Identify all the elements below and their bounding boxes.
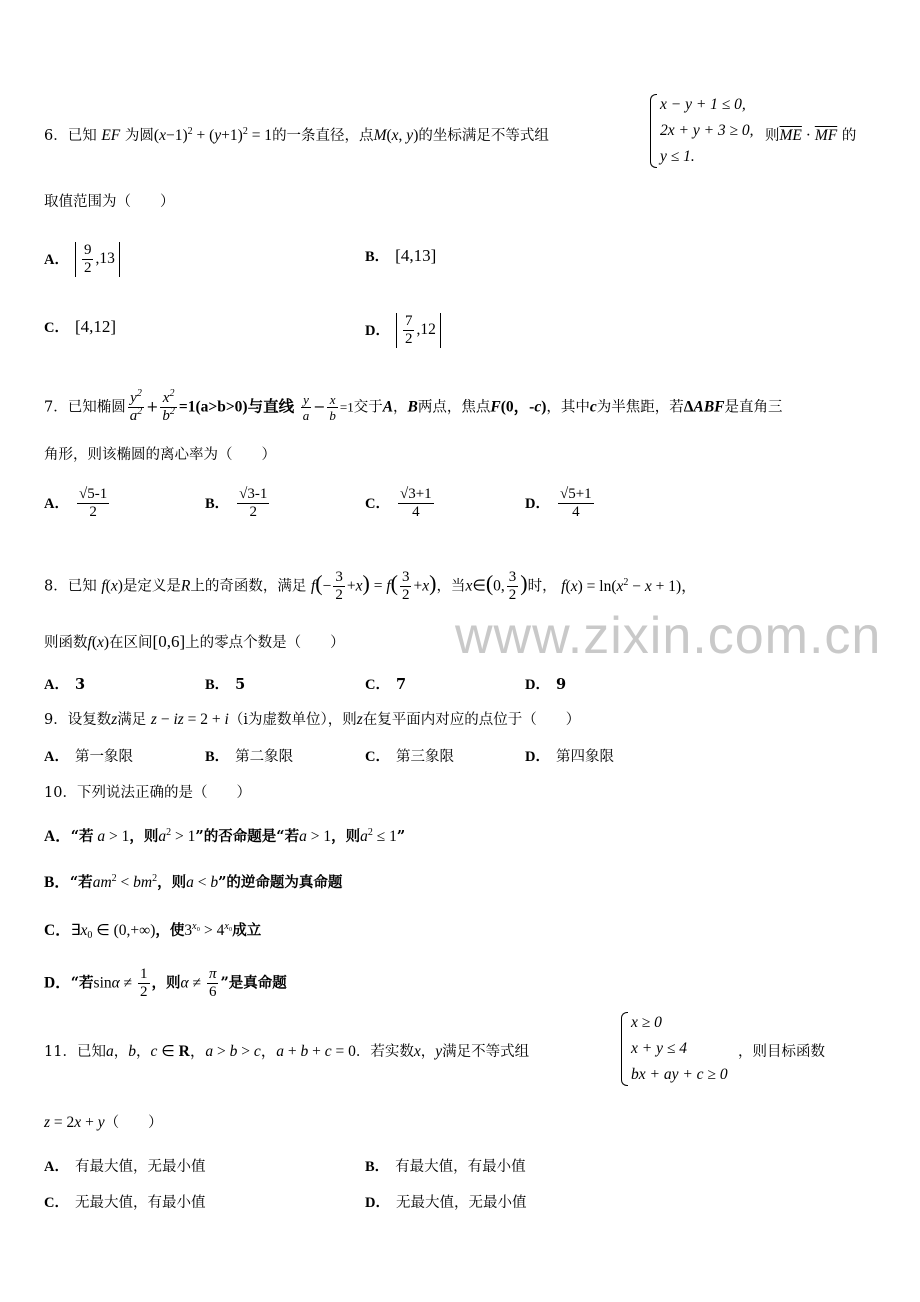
q7-text-7: 是直角三 (724, 399, 783, 416)
q11-stem-tail: ，则目标函数 (738, 1044, 825, 1060)
q7-text-3: 交于 (353, 399, 383, 416)
q11-inequality-system: x ≥ 0 x + y ≤ 4 bx + ay + c ≥ 0 (619, 1010, 728, 1088)
q8-text-5: 时， (527, 578, 557, 595)
q9-option-b[interactable]: B． 第二象限 (205, 749, 294, 765)
q11-option-d[interactable]: D． 无最大值，无最小值 (365, 1195, 527, 1211)
q8-stem-line-2: 则函数f(x)在区间[0,6]上的零点个数是（ ） (44, 632, 345, 651)
q9-text-1: 设复数 (67, 712, 112, 728)
q6-text-6: 的 (841, 128, 857, 144)
q7-text-6: 为半焦距，若 (596, 399, 684, 416)
q7-number: 7． (44, 399, 68, 416)
q7-option-b[interactable]: B． $\frac{√3-1}{2}$ (205, 486, 268, 520)
q6-text-1: 已知 (67, 128, 97, 144)
q9-text-4: 在复平面内对应的点位于（ ） (362, 712, 581, 728)
q6-text-4: 的坐标满足不等式组 (418, 128, 549, 144)
q8-option-b[interactable]: B． 5 (205, 676, 246, 693)
q9-number: 9． (44, 712, 68, 728)
question-8-stem: 8．已知 f(x)是定义是R上的奇函数，满足 f(− $\frac{3}{2}$ +x) = f( $\frac{3}{2}$ +x)，当x∈(0, $\frac{3}{2}$ )时， $f(x) = \ln(x^2 - x + 1)$， (44, 569, 697, 603)
q6-text-2: 为圆 (124, 128, 154, 144)
q6-option-b[interactable]: B． [4,13] (365, 246, 437, 265)
q8-option-d[interactable]: D． 9 (525, 676, 567, 693)
q10-text: 下列说法正确的是（ ） (76, 785, 251, 801)
question-9-stem: 9．设复数z满足 z − iz = 2 + i（i为虚数单位），则z在复平面内对应的点位于（ ） (44, 711, 581, 728)
q6-text-5: 则 (765, 128, 780, 144)
q8-text-8: 上的零点个数是（ ） (185, 635, 345, 651)
q11-option-a[interactable]: A． 有最大值，无最小值 (44, 1159, 206, 1175)
question-11-stem: 11．已知a，b，c ∈ R，a > b > c，a + b + c = 0．若实数x，y满足不等式组 (44, 1043, 530, 1060)
q10-option-d[interactable]: D．“若sinα ≠ $\frac{1}{2}$ ，则α ≠ $\frac{\pi}{6}$ ”是真命题 (44, 966, 287, 1000)
q7-option-a[interactable]: A． $\frac{√5-1}{2}$ (44, 486, 108, 520)
q9-text-2: 满足 (117, 712, 147, 728)
q7-text-4: 两点，焦点 (417, 399, 491, 416)
question-10-stem (44, 782, 890, 804)
q8-text-4: ，当 (436, 578, 466, 595)
q6-inequality-system: x − y + 1 ≤ 0, 2x + y + 3 ≥ 0, y ≤ 1. (648, 92, 754, 170)
q8-text-2: 是定义是 (122, 578, 181, 595)
q6-stem-line-2: 取值范围为（ ） (44, 194, 175, 210)
q10-option-a[interactable]: A．“若 a > 1，则$a^2 > 1$”的否命题是“若a > 1，则$a^2 \le 1$” (44, 827, 406, 845)
q6-text-3: 的一条直径，点 (272, 128, 374, 144)
q6-option-c[interactable]: C． [4,12] (44, 317, 117, 336)
q8-text-7: 在区间 (109, 635, 153, 651)
q11-text-1: 已知 (76, 1044, 106, 1060)
q10-option-b[interactable]: B．“若$am^2 < bm^2$，则a < b”的逆命题为真命题 (44, 873, 343, 891)
q9-text-3: （i为虚数单位），则 (228, 712, 357, 728)
q10-option-c[interactable]: C．$\exists x_0$ ∈ (0,+∞)，使$3^{x_0} > 4^{x_0}$成立 (44, 921, 262, 941)
q8-number: 8． (44, 578, 68, 595)
q7-text-5: ，其中 (546, 399, 590, 416)
q8-text-3: 上的奇函数，满足 (190, 578, 307, 595)
q10-number: 10． (44, 785, 77, 801)
q7-option-c[interactable]: C． $\frac{√3+1}{4}$ (365, 486, 432, 520)
q6-option-a[interactable]: A． $\frac{9}{2}$ ,13 (44, 242, 120, 277)
q6-number: 6． (44, 128, 68, 144)
question-7-stem: 7．已知椭圆 $\frac{y^2}{a^2}$ + $\frac{x^2}{b^2}$ =1(a>b>0)与直线 $\frac{y}{a}$ − $\frac{x}{b}$ =1交于A，B两点，焦点F(0，-c)，其中c为半焦距，若ΔABF是直角三 (44, 388, 783, 424)
q8-text-6: 则函数 (44, 635, 88, 651)
q9-option-a[interactable]: A． 第一象限 (44, 749, 133, 765)
q11-option-b[interactable]: B． 有最大值，有最小值 (365, 1159, 526, 1175)
q9-option-d[interactable]: D． 第四象限 (525, 749, 614, 765)
question-6-stem: 6．已知 EF 为圆$(x-1)^2 + (y+1)^2 = 1$的一条直径，点M(x, y)的坐标满足不等式组 (44, 126, 549, 144)
q7-text-2: =1(a>b>0)与直线 (178, 398, 295, 416)
q7-option-d[interactable]: D． $\frac{√5+1}{4}$ (525, 486, 592, 520)
q7-text-1: 已知椭圆 (67, 399, 126, 416)
q8-option-c[interactable]: C． 7 (365, 676, 407, 693)
q11-number: 11． (44, 1044, 77, 1060)
q11-option-c[interactable]: C． 无最大值，有最小值 (44, 1195, 206, 1211)
q8-text-1: 已知 (67, 578, 97, 595)
q9-option-c[interactable]: C． 第三象限 (365, 749, 454, 765)
q7-stem-line-2: 角形，则该椭圆的离心率为（ ） (44, 447, 276, 463)
q6-option-d[interactable]: D． $\frac{7}{2}$ ,12 (365, 313, 441, 348)
q11-stem-line-2: z = 2x + y（ ） (44, 1114, 163, 1131)
site-watermark: www.zixin.com.cn (455, 607, 882, 665)
q8-option-a[interactable]: A． 3 (44, 676, 86, 693)
q6-stem-tail: 则ME · MF 的 (765, 127, 857, 144)
